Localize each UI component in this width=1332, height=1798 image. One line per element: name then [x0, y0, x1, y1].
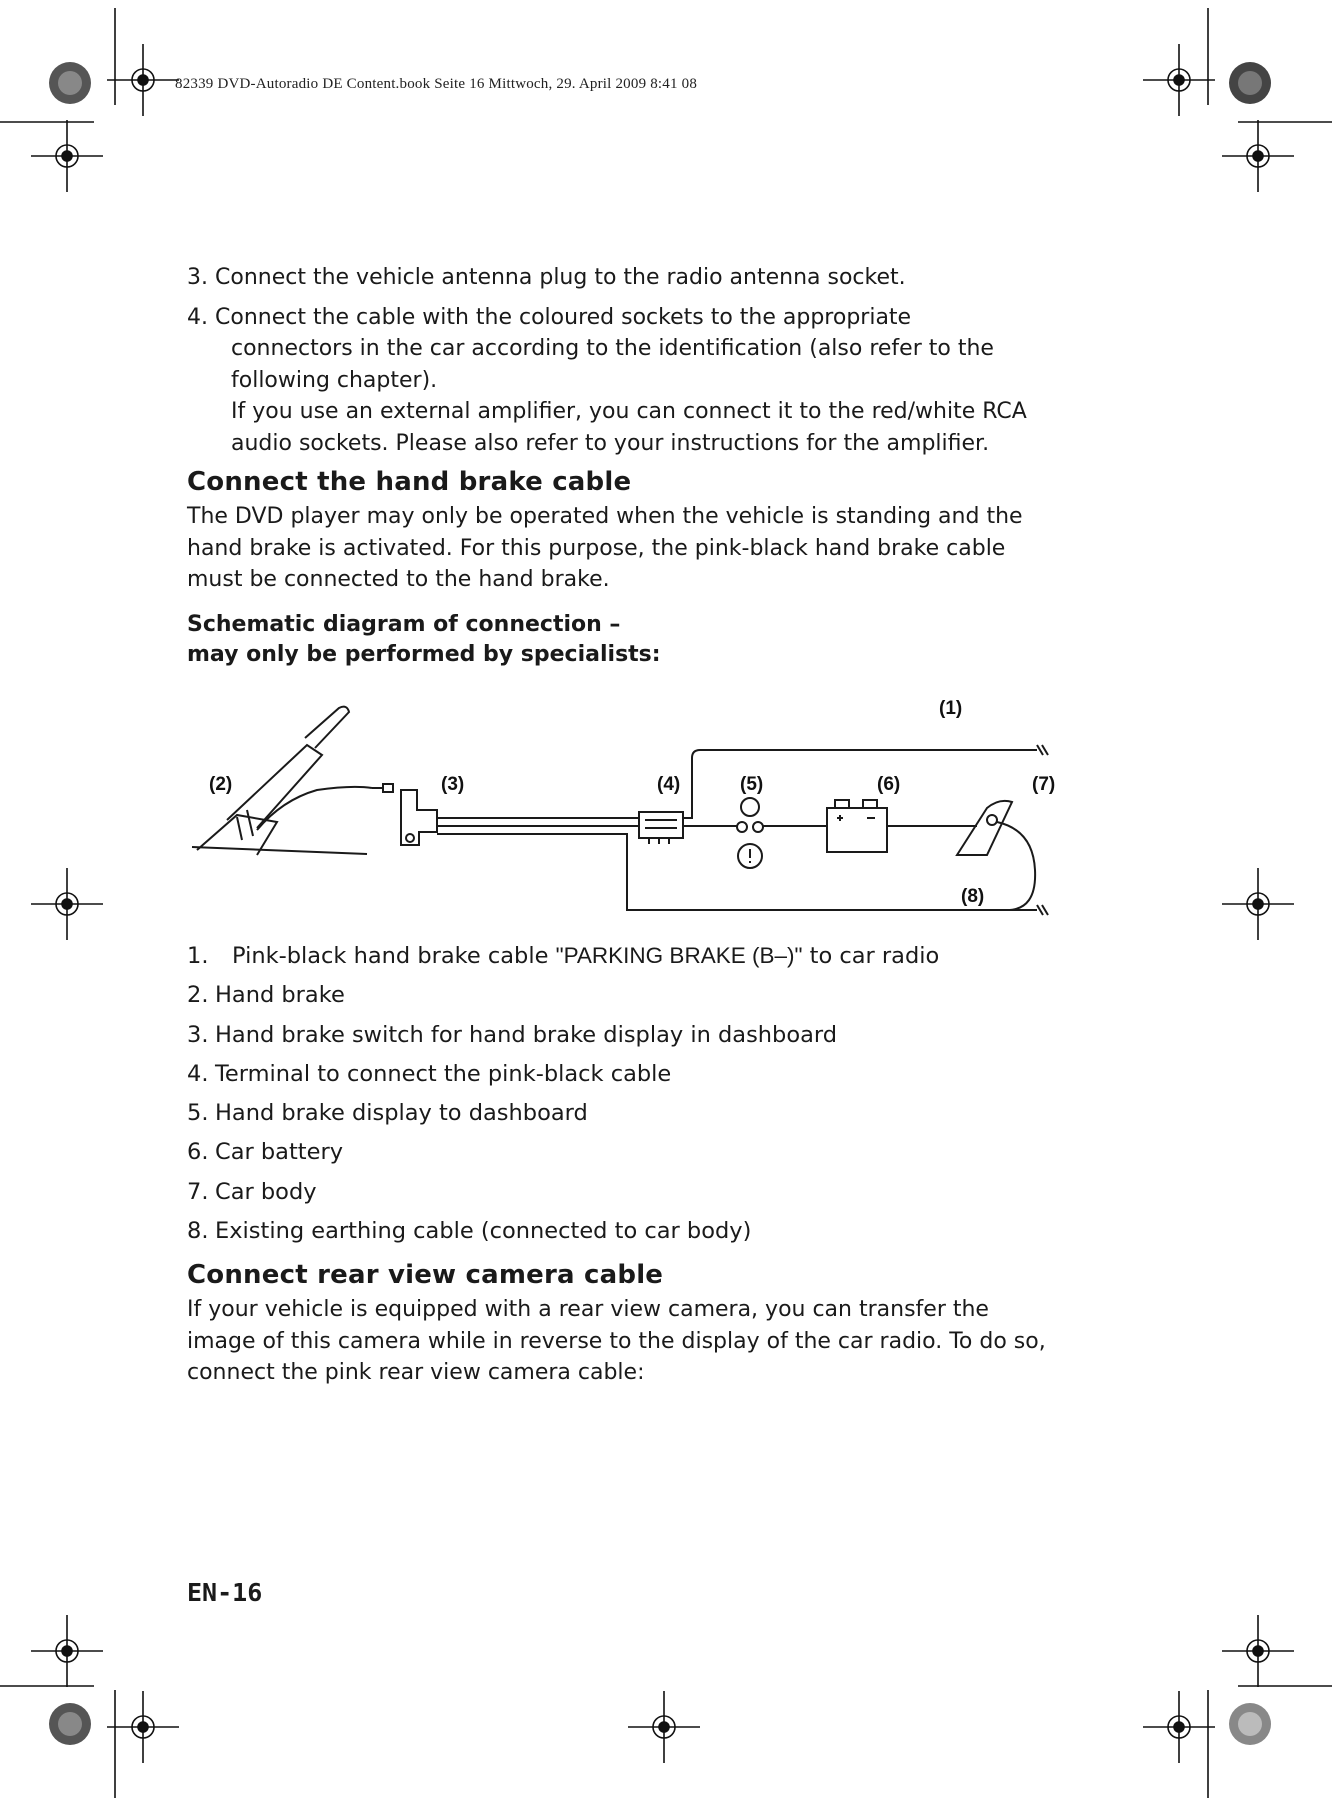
label-4: (4): [657, 774, 681, 795]
crosshair-dot: [1253, 151, 1263, 161]
legend-item: 8. Existing earthing cable (connected to car body): [187, 1218, 752, 1245]
label-3: (3): [441, 774, 465, 795]
heading-camera: Connect rear view camera cable: [187, 1260, 664, 1290]
heading-hand-brake: Connect the hand brake cable: [187, 467, 632, 497]
step-3: 3. Connect the vehicle antenna plug to the radio antenna socket.: [187, 265, 906, 290]
crosshair-dot: [1253, 1646, 1263, 1656]
label-8: (8): [961, 886, 985, 907]
schematic-subheading: Schematic diagram of connection – may only be performed by specialists:: [187, 611, 661, 667]
legend-item: 6. Car battery: [187, 1139, 344, 1166]
print-header: 82339 DVD-Autoradio DE Content.book Seite 16 Mittwoch, 29. April 2009 8:41 08: [175, 76, 698, 92]
car-body-drawing: [957, 801, 1012, 855]
label-1: (1): [939, 698, 963, 719]
crosshair-dot: [138, 75, 148, 85]
step-4: 4. Connect the cable with the coloured sockets to the appropriate connectors in the car according to the identification (also refer to the following chapter). If you use an external amplifier, you can connect it to the red/white RCA audio sockets. Please also refer to your instructions for the amplifier.: [187, 304, 1027, 456]
legend-item: 3. Hand brake switch for hand brake display in dashboard: [187, 1021, 838, 1048]
legend-item: 2. Hand brake: [187, 982, 345, 1009]
crosshair-dot: [1174, 75, 1184, 85]
battery-drawing: [827, 800, 887, 852]
hand-brake-switch-drawing: [372, 784, 437, 845]
crosshair-dot: [659, 1722, 669, 1732]
crosshair-dot: [62, 1646, 72, 1656]
page-number: EN-16: [187, 1578, 263, 1607]
crosshair-dot: [62, 899, 72, 909]
intro-section: [187, 262, 1087, 670]
crosshair-dot: [62, 151, 72, 161]
crosshair-dot: [1174, 1722, 1184, 1732]
crosshair-dot: [138, 1722, 148, 1732]
label-7: (7): [1032, 774, 1056, 795]
legend-item: 4. Terminal to connect the pink-black cable: [187, 1060, 672, 1087]
label-2: (2): [209, 774, 233, 795]
terminal-drawing: [639, 812, 683, 838]
camera-section: [187, 1252, 1087, 1389]
label-6: (6): [877, 774, 901, 795]
crosshair-dot: [1253, 899, 1263, 909]
legend-item: 1. Pink-black hand brake cable "PARKING BRAKE (B–)" to car radio: [187, 943, 940, 969]
legend-item: 5. Hand brake display to dashboard: [187, 1100, 588, 1127]
camera-body: If your vehicle is equipped with a rear view camera, you can transfer the image of this camera while in reverse to the display of the car radio. To do so, connect the pink rear view camera cable:: [187, 1297, 1046, 1385]
label-5: (5): [740, 774, 764, 795]
schematic-diagram: [187, 690, 1077, 930]
diagram-legend: [187, 936, 1087, 1251]
legend-item: 7. Car body: [187, 1178, 317, 1205]
hand-brake-body: The DVD player may only be operated when the vehicle is standing and the hand brake is activated. For this purpose, the pink-black hand brake cable must be connected to the hand brake.: [187, 504, 1023, 592]
